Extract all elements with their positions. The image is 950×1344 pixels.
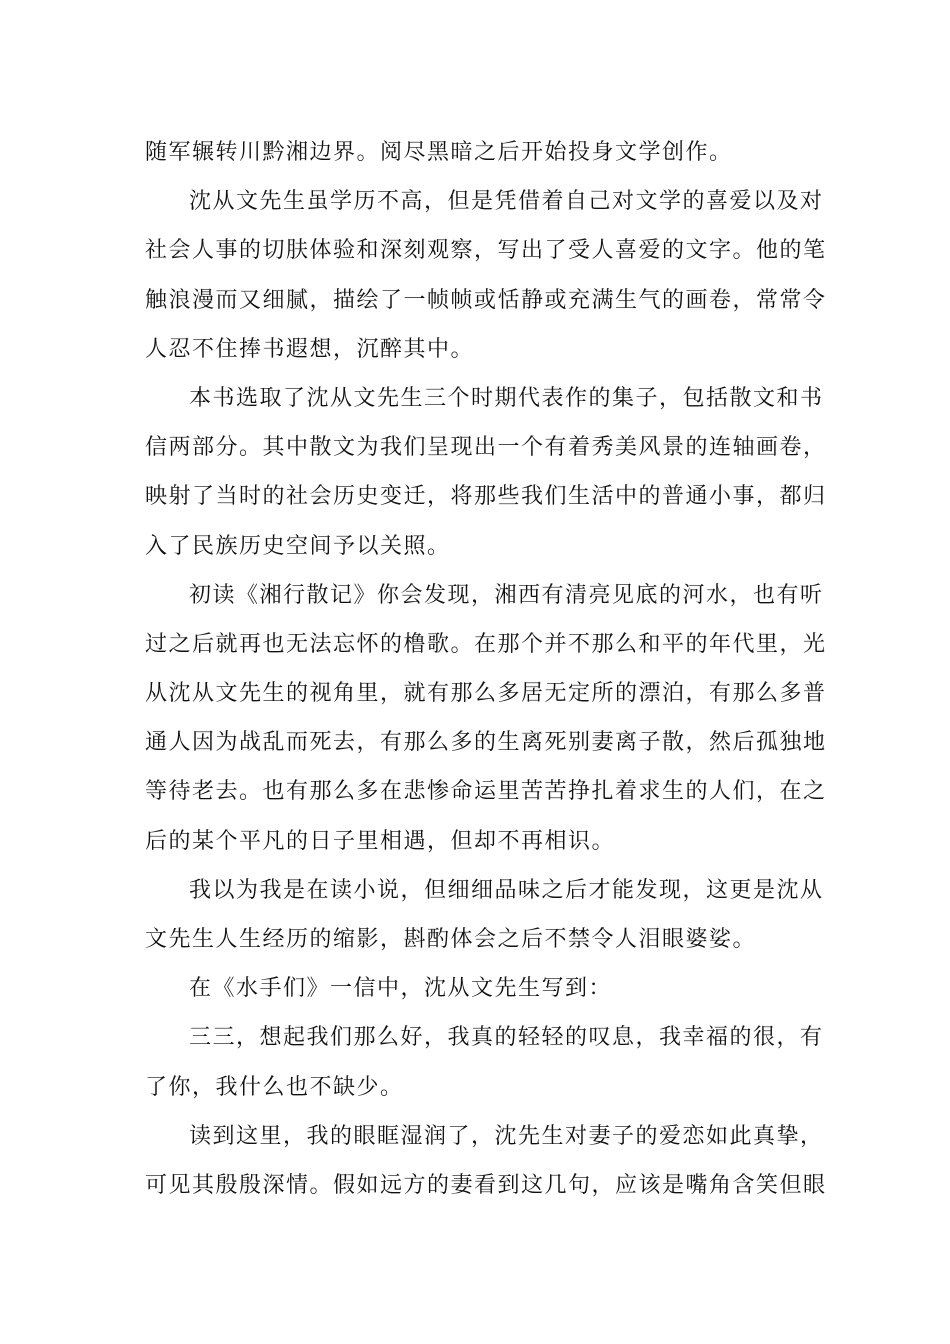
text-line: 可见其殷殷深情。假如远方的妻看到这几句，应该是嘴角含笑但眼 — [145, 1172, 827, 1198]
text-line: 三三，想起我们那么好，我真的轻轻的叹息，我幸福的很，有 — [189, 1025, 824, 1051]
text-line: 读到这里，我的眼眶湿润了，沈先生对妻子的爱恋如此真挚， — [189, 1123, 824, 1149]
text-line: 我以为我是在读小说，但细细品味之后才能发现，这更是沈从 — [189, 877, 824, 903]
text-line: 本书选取了沈从文先生三个时期代表作的集子，包括散文和书 — [189, 385, 824, 411]
text-line: 过之后就再也无法忘怀的橹歌。在那个并不那么和平的年代里，光 — [145, 631, 827, 657]
text-line: 后的某个平凡的日子里相遇，但却不再相识。 — [145, 828, 616, 854]
text-line: 了你，我什么也不缺少。 — [145, 1074, 404, 1100]
text-line: 触浪漫而又细腻，描绘了一帧帧或恬静或充满生气的画卷，常常令 — [145, 287, 827, 313]
text-line: 映射了当时的社会历史变迁，将那些我们生活中的普通小事，都归 — [145, 484, 827, 510]
text-line: 信两部分。其中散文为我们呈现出一个有着秀美风景的连轴画卷， — [145, 435, 827, 461]
text-line: 初读《湘行散记》你会发现，湘西有清亮见底的河水，也有听 — [189, 582, 824, 608]
text-line: 通人因为战乱而死去，有那么多的生离死别妻离子散，然后孤独地 — [145, 730, 827, 756]
text-line: 从沈从文先生的视角里，就有那么多居无定所的漂泊，有那么多普 — [145, 681, 827, 707]
text-line: 社会人事的切肤体验和深刻观察，写出了受人喜爱的文字。他的笔 — [145, 238, 827, 264]
text-line: 在《水手们》一信中，沈从文先生写到： — [189, 976, 613, 1002]
text-line: 沈从文先生虽学历不高，但是凭借着自己对文学的喜爱以及对 — [189, 189, 824, 215]
text-line: 文先生人生经历的缩影，斟酌体会之后不禁令人泪眼婆娑。 — [145, 927, 757, 952]
text-line: 随军辗转川黔湘边界。阅尽黑暗之后开始投身文学创作。 — [145, 140, 733, 165]
text-line: 人忍不住捧书遐想，沉醉其中。 — [145, 336, 475, 362]
text-line: 等待老去。也有那么多在悲惨命运里苦苦挣扎着求生的人们，在之 — [145, 779, 827, 805]
body-text — [145, 128, 827, 1210]
text-line: 入了民族历史空间予以关照。 — [145, 533, 451, 559]
